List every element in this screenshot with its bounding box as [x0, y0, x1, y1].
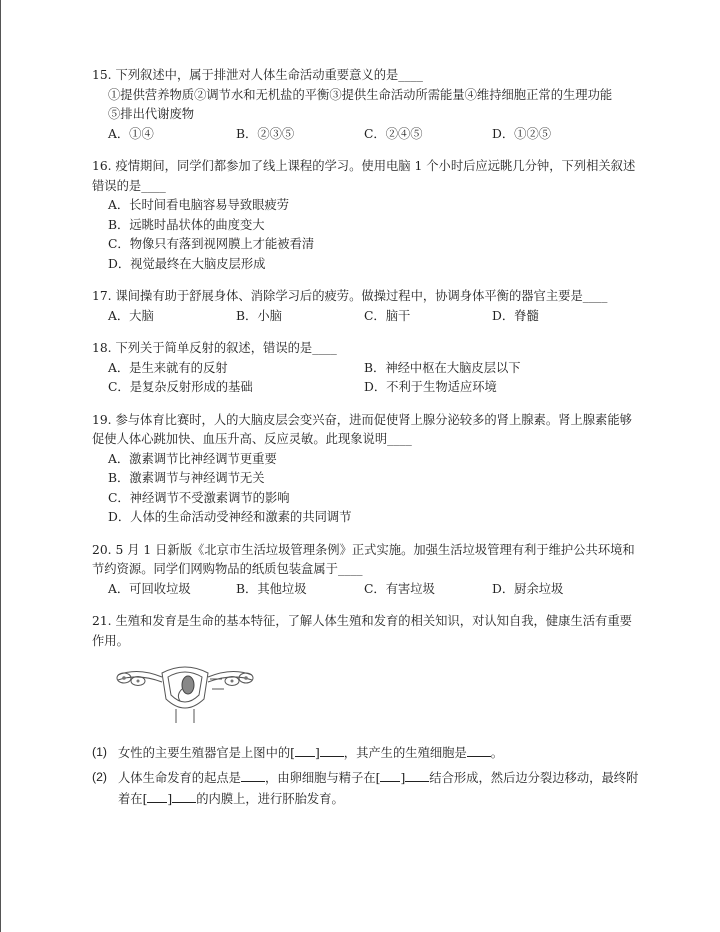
answer-blank[interactable] [405, 768, 429, 782]
text-fragment: ] [314, 745, 320, 760]
option-b[interactable]: B．小脑 [236, 308, 282, 323]
question-stem: 18. 下列关于简单反射的叙述，错误的是____ [92, 341, 337, 355]
question-20 [92, 541, 642, 600]
option-d[interactable]: D．不利于生物适应环境 [364, 380, 497, 394]
question-stem: 17. 课间操有助于舒展身体、消除学习后的疲劳。做操过程中，协调身体平衡的器官主要是____ [92, 289, 608, 303]
option-b[interactable]: B．其他垃圾 [236, 581, 307, 596]
question-stem: 15. 下列叙述中，属于排泄对人体生命活动重要意义的是____ [92, 68, 423, 82]
answer-blank[interactable] [147, 789, 167, 803]
sub-question-2 [92, 768, 642, 809]
question-stem: 21. 生殖和发育是生命的基本特征，了解人体生殖和发育的相关知识，对认知自我，健康生活有重要作用。 [92, 614, 632, 648]
text-fragment: 结合形成，然后边分裂边移动，最终附着在[ [118, 771, 639, 806]
answer-blank[interactable] [320, 743, 344, 757]
text-fragment: ，由卵细胞与精子在[ [264, 771, 381, 785]
text-fragment: ] [400, 771, 406, 785]
options [92, 359, 642, 398]
sub-question-number: (2) [92, 770, 108, 784]
sub-question-1 [92, 743, 642, 764]
option-b[interactable]: B．②③⑤ [236, 126, 295, 141]
text-fragment: 。 [490, 745, 504, 760]
sub-question-text [118, 768, 642, 809]
question-stem: 16. 疫情期间，同学们都参加了线上课程的学习。使用电脑 1 个小时后应远眺几分钟，下列相关叙述错误的是____ [92, 159, 636, 193]
page-edge [0, 0, 1, 932]
option-a[interactable]: A．大脑 [108, 308, 154, 323]
options [92, 125, 642, 145]
option-d[interactable]: D．脊髓 [492, 308, 539, 323]
question-18 [92, 339, 642, 398]
text-fragment: 女性的主要生殖器官是上图中的[ [118, 745, 295, 760]
option-c[interactable]: C．有害垃圾 [364, 581, 435, 596]
options [92, 307, 642, 327]
text-fragment: ，其产生的生殖细胞是 [343, 745, 467, 760]
female-reproductive-system-diagram [110, 655, 260, 725]
option-a[interactable]: A．可回收垃圾 [108, 581, 191, 596]
question-15 [92, 66, 642, 144]
option-d[interactable]: D．人体的生命活动受神经和激素的共同调节 [108, 510, 352, 524]
option-b[interactable]: B．神经中枢在大脑皮层以下 [364, 360, 521, 375]
answer-blank[interactable] [241, 768, 265, 782]
question-stem: 19. 参与体育比赛时，人的大脑皮层会变兴奋，进而促使肾上腺分泌较多的肾上腺素。肾上腺素能够促使人体心跳加快、血压升高、反应灵敏。此现象说明____ [92, 412, 632, 446]
text-fragment: 的内膜上，进行肧胎发育。 [196, 791, 344, 806]
exam-page [92, 66, 642, 822]
answer-blank[interactable] [172, 789, 196, 803]
statement-list: ⑤排出代谢废物 [108, 107, 195, 121]
answer-blank[interactable] [295, 743, 315, 757]
option-a[interactable]: A．是生来就有的反射 [108, 360, 228, 375]
option-d[interactable]: D．视觉最终在大脑皮层形成 [108, 256, 266, 271]
option-c[interactable]: C．物像只有落到视网膜上才能被看清 [108, 237, 315, 251]
sub-question-number: (1) [92, 744, 108, 759]
question-16 [92, 157, 642, 274]
option-c[interactable]: C．②④⑤ [364, 126, 423, 141]
text-fragment: ] [167, 791, 173, 806]
option-c[interactable]: C．是复杂反射形成的基础 [108, 380, 253, 394]
question-19 [92, 411, 642, 528]
options [92, 450, 642, 528]
option-b[interactable]: B．激素调节与神经调节无关 [108, 471, 265, 485]
option-d[interactable]: D．①②⑤ [492, 126, 552, 141]
answer-blank[interactable] [380, 768, 400, 782]
text-fragment: 人体生命发育的起点是 [118, 771, 241, 785]
option-a[interactable]: A．①④ [108, 126, 154, 141]
option-a[interactable]: A．激素调节比神经调节更重要 [108, 451, 277, 466]
question-stem: 20. 5 月 1 日新版《北京市生活垃圾管理条例》正式实施。加强生活垃圾管理有利于维护公共环境和节约资源。同学们网购物品的纸质包装盒属于____ [92, 542, 635, 576]
options [92, 580, 642, 600]
option-c[interactable]: C．神经调节不受激素调节的影响 [108, 490, 290, 505]
question-17 [92, 287, 642, 326]
option-b[interactable]: B．远眺时晶状体的曲度变大 [108, 217, 265, 232]
option-c[interactable]: C．脑干 [364, 308, 411, 323]
answer-blank[interactable] [467, 743, 491, 757]
statement-list: ①提供营养物质②调节水和无机盐的平衡③提供生命活动所需能量④维持细胞正常的生理功能 [108, 87, 613, 102]
sub-question-text [118, 743, 642, 764]
options [92, 196, 642, 274]
option-a[interactable]: A．长时间看电脑容易导致眼疲劳 [108, 198, 290, 212]
option-d[interactable]: D．厨余垃圾 [492, 581, 564, 596]
question-21 [92, 612, 642, 809]
